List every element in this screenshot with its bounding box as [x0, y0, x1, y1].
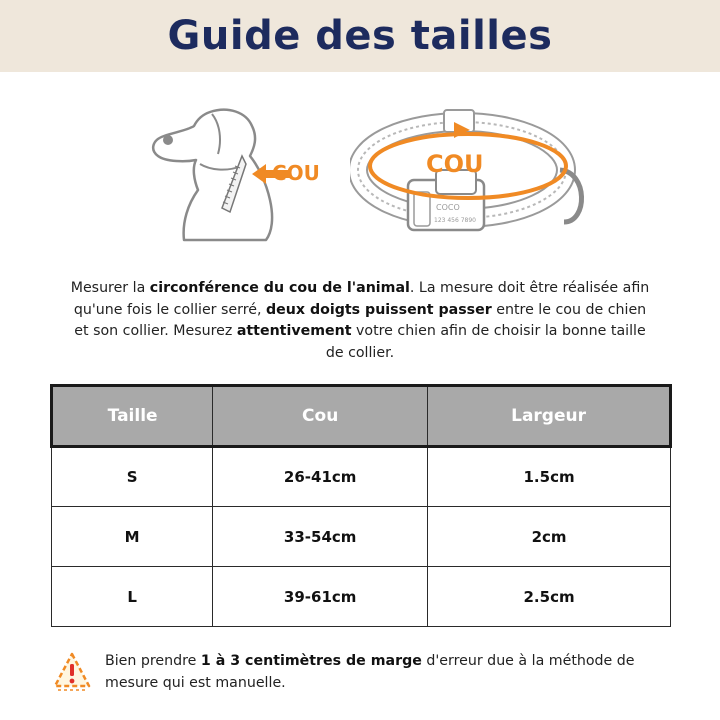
collar-label: COU — [426, 150, 484, 178]
neck-cell: 39-61cm — [213, 567, 428, 627]
width-cell: 1.5cm — [428, 447, 671, 507]
table-row — [52, 447, 671, 507]
size-cell: S — [52, 447, 213, 507]
table-row — [52, 567, 671, 627]
margin-note — [52, 650, 672, 698]
header-banner — [0, 0, 720, 72]
header-size: Taille — [52, 386, 213, 447]
dog-neck-illustration — [148, 104, 328, 244]
table-header-row — [52, 386, 671, 447]
dog-neck-label: COU — [272, 161, 320, 185]
measurement-description: Mesurer la circonférence du cou de l'animal. La mesure doit être réalisée afin qu'une fois le collier serré, deux doigts puissent passer entre le cou de chien et son collier. Mesurez attentivement votre chien afin de choisir la bonne taille de collier. — [70, 280, 650, 361]
table-row — [52, 507, 671, 567]
neck-cell: 33-54cm — [213, 507, 428, 567]
width-cell: 2cm — [428, 507, 671, 567]
header-neck: Cou — [213, 386, 428, 447]
neck-cell: 26-41cm — [213, 447, 428, 507]
collar-tag-name: COCO — [436, 203, 460, 212]
size-table — [50, 384, 672, 627]
size-cell: M — [52, 507, 213, 567]
width-cell: 2.5cm — [428, 567, 671, 627]
header-width: Largeur — [428, 386, 671, 447]
size-cell: L — [52, 567, 213, 627]
margin-note-text: Bien prendre 1 à 3 centimètres de marge d'erreur due à la méthode de mesure qui est manuelle. — [105, 653, 635, 691]
collar-tag-number: 123 456 7890 — [434, 217, 476, 224]
page-title: Guide des tailles — [167, 13, 553, 59]
warning-icon — [52, 650, 92, 694]
collar-illustration — [350, 100, 590, 250]
